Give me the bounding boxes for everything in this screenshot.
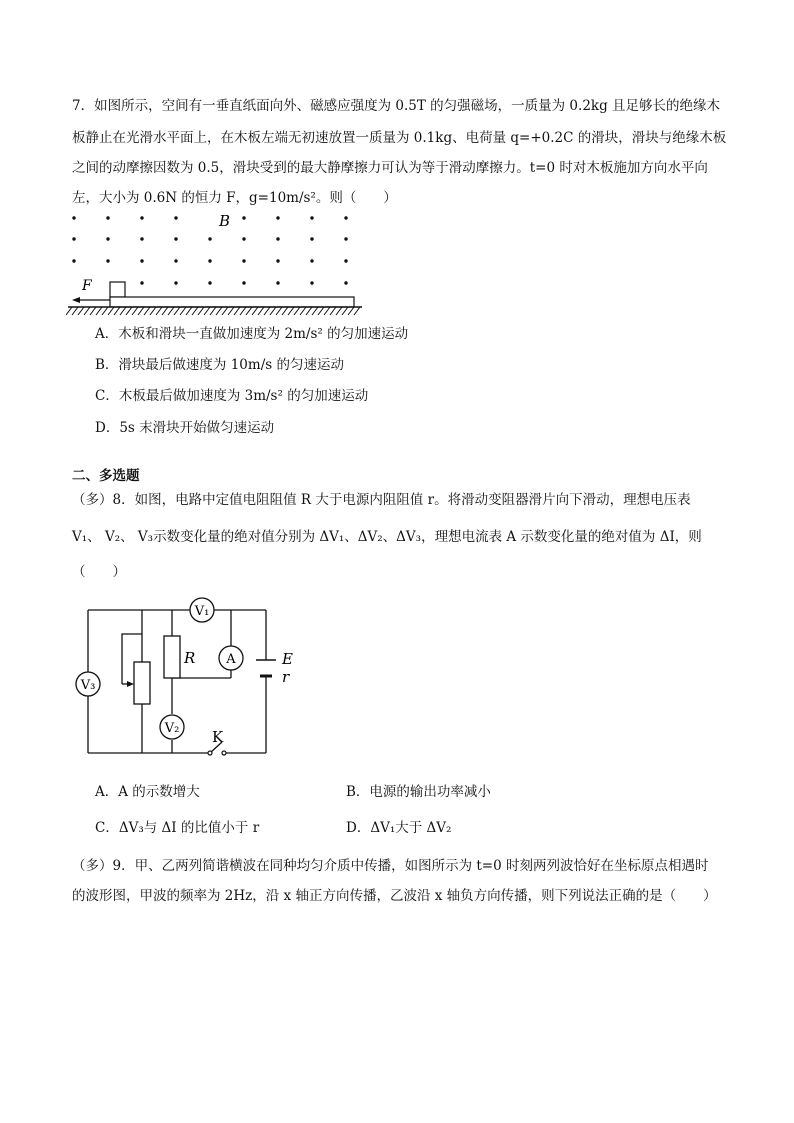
q8-line-3: （ ） (72, 564, 126, 580)
field-dot (242, 281, 245, 284)
field-dot (208, 237, 211, 240)
slider-block (110, 282, 125, 297)
field-dot (310, 216, 313, 219)
section-title: 二、多选题 (72, 468, 140, 484)
hatch-line (342, 307, 348, 315)
hatch-line (198, 307, 204, 315)
q7-option-d: D．5s 末滑块开始做匀速运动 (95, 420, 275, 436)
field-label-b: B (219, 212, 231, 230)
hatch-line (114, 307, 120, 315)
q8-option-b: B．电源的输出功率减小 (346, 784, 491, 800)
hatch-line (84, 307, 90, 315)
hatch-line (204, 307, 210, 315)
hatch-line (210, 307, 216, 315)
hatch-line (66, 307, 72, 315)
field-dot (344, 281, 347, 284)
hatch-line (90, 307, 96, 315)
hatch-line (126, 307, 132, 315)
hatch-line (102, 307, 108, 315)
q8-option-a: A．A 的示数增大 (95, 784, 200, 800)
hatch-line (288, 307, 294, 315)
field-dot (310, 237, 313, 240)
field-dot (72, 216, 75, 219)
hatch-line (186, 307, 192, 315)
rheostat (134, 662, 150, 704)
hatch-line (318, 307, 324, 315)
hatch-line (276, 307, 282, 315)
q7-line-2: 板静止在光滑水平面上，在木板左端无初速放置一质量为 0.1kg、电荷量 q=+0.2C 的滑块，滑块与绝缘木板 (72, 130, 727, 146)
ground-hatch (66, 307, 360, 315)
hatch-line (294, 307, 300, 315)
q7-line-1: 7．如图所示，空间有一垂直纸面向外、磁感应强度为 0.5T 的匀强磁场，一质量为 0.2kg 且足够长的绝缘木 (72, 98, 721, 114)
hatch-line (354, 307, 360, 315)
field-dot (242, 237, 245, 240)
force-label-f: F (82, 278, 92, 294)
field-dot (140, 259, 143, 262)
q7-option-c: C．木板最后做加速度为 3m/s² 的匀加速运动 (95, 388, 369, 404)
field-dot (242, 216, 245, 219)
hatch-line (240, 307, 246, 315)
insulating-board (110, 297, 354, 307)
hatch-line (282, 307, 288, 315)
field-dot (106, 237, 109, 240)
v2-label: V₂ (164, 721, 180, 736)
hatch-line (330, 307, 336, 315)
field-dot (344, 259, 347, 262)
field-dot (276, 259, 279, 262)
hatch-line (144, 307, 150, 315)
hatch-line (216, 307, 222, 315)
rheostat-slider-arrow (127, 681, 134, 687)
field-dot (140, 281, 143, 284)
q7-option-a: A．木板和滑块一直做加速度为 2m/s² 的匀加速运动 (95, 326, 409, 342)
field-dot (276, 216, 279, 219)
field-dot (106, 216, 109, 219)
hatch-line (270, 307, 276, 315)
q8-option-d: D．ΔV₁大于 ΔV₂ (346, 820, 452, 836)
q8-line-1: （多）8．如图，电路中定值电阻阻值 R 大于电源内阻阻值 r。将滑动变阻器滑片向下滑动，理想电压表 (72, 492, 691, 508)
hatch-line (264, 307, 270, 315)
hatch-line (222, 307, 228, 315)
v3-label: V₃ (80, 678, 96, 693)
hatch-line (72, 307, 78, 315)
hatch-line (150, 307, 156, 315)
field-dot (140, 237, 143, 240)
field-dot (72, 237, 75, 240)
hatch-line (252, 307, 258, 315)
hatch-line (78, 307, 84, 315)
field-dot (276, 237, 279, 240)
resistor-r (164, 636, 180, 678)
hatch-line (234, 307, 240, 315)
q7-line-3: 之间的动摩擦因数为 0.5，滑块受到的最大静摩擦力可认为等于滑动摩擦力。t=0 时对木板施加方向水平向 (72, 160, 708, 176)
hatch-line (192, 307, 198, 315)
hatch-line (300, 307, 306, 315)
q7-option-b: B．滑块最后做速度为 10m/s 的匀速运动 (95, 357, 344, 373)
hatch-line (138, 307, 144, 315)
hatch-line (168, 307, 174, 315)
q9-line-2: 的波形图，甲波的频率为 2Hz，沿 x 轴正方向传播，乙波沿 x 轴负方向传播，则下列说法正确的是（ ） (72, 888, 717, 904)
field-dot (72, 259, 75, 262)
field-dot (174, 216, 177, 219)
hatch-line (306, 307, 312, 315)
v1-label: V₁ (194, 604, 210, 619)
field-dot (174, 237, 177, 240)
hatch-line (228, 307, 234, 315)
hatch-line (324, 307, 330, 315)
hatch-line (162, 307, 168, 315)
hatch-line (132, 307, 138, 315)
field-dot (242, 259, 245, 262)
field-dot (276, 281, 279, 284)
resistor-label: R (184, 649, 196, 667)
hatch-line (108, 307, 114, 315)
q8-line-2: V₁、 V₂、 V₃示数变化量的绝对值分别为 ΔV₁、ΔV₂、ΔV₃，理想电流表 A 示数变化量的绝对值为 ΔI，则 (72, 529, 702, 545)
hatch-line (120, 307, 126, 315)
hatch-line (174, 307, 180, 315)
force-arrowhead (72, 297, 80, 303)
field-dot (310, 259, 313, 262)
field-dot (174, 281, 177, 284)
hatch-line (246, 307, 252, 315)
ammeter-label: A (226, 652, 236, 667)
field-dot (174, 259, 177, 262)
field-dot (310, 281, 313, 284)
hatch-line (312, 307, 318, 315)
hatch-line (96, 307, 102, 315)
hatch-line (348, 307, 354, 315)
hatch-line (180, 307, 186, 315)
q9-line-1: （多）9．甲、乙两列简谐横波在同种均匀介质中传播，如图所示为 t=0 时刻两列波恰好在坐标原点相遇时 (72, 858, 709, 874)
hatch-line (336, 307, 342, 315)
field-dot (344, 237, 347, 240)
field-dot (140, 216, 143, 219)
field-dot (344, 216, 347, 219)
switch-label: K (212, 728, 224, 746)
field-dot (208, 259, 211, 262)
field-dot (208, 281, 211, 284)
q8-option-c: C．ΔV₃与 ΔI 的比值小于 r (95, 820, 260, 836)
magnetic-field-figure (66, 208, 366, 320)
field-dot (106, 259, 109, 262)
internal-resistance-label: r (282, 668, 290, 686)
hatch-line (258, 307, 264, 315)
hatch-line (156, 307, 162, 315)
emf-label: E (282, 650, 293, 668)
field-dots (72, 216, 347, 284)
circuit-figure (66, 596, 316, 762)
q7-line-4: 左，大小为 0.6N 的恒力 F，g=10m/s²。则（ ） (72, 190, 397, 206)
